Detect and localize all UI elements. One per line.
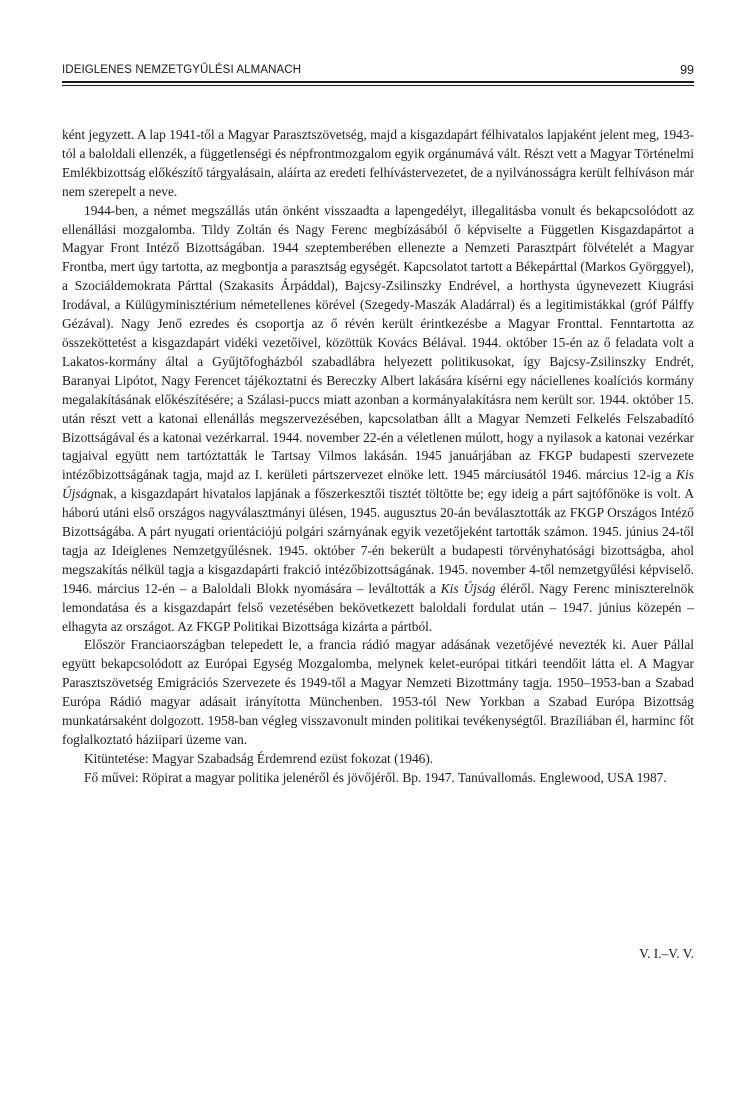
newspaper-title-italic: Kis Újság [62,467,694,502]
paragraph-resistance [62,202,694,637]
header-rule-thin [62,85,694,86]
paragraph-works: Fő művei: Röpirat a magyar politika jelenéről és jövőjéről. Bp. 1947. Tanúvallomás. Englewood, USA 1987. [84,769,667,785]
paragraph-emigration: Először Franciaországban telepedett le, a francia rádió magyar adásának vezetőjévé nevezték ki. Auer Pállal együtt bekapcsolódott az Európai Egység Mozgalomba, melynek kelet-európai titkári teendőit látta el. A Magyar Parasztszövetség Emigrációs Szervezete és 1949-től a Magyar Nemzeti Bizottmány tagja. 1950–1953-ban a Szabad Európa Rádió magyar adásait irányította Münchenben. 1953-tól New Yorkban a Szabad Európa Bizottság munkatársaként dolgozott. 1958-ban végleg visszavonult minden politikai tevékenységtől. Brazíliában él, harminc főt foglalkoztató háziipari üzeme van. [62,637,694,747]
page-number: 99 [680,63,694,77]
running-title: IDEIGLENES NEMZETGYŰLÉSI ALMANACH [62,64,302,76]
body-text [62,126,694,788]
page-header [62,64,694,82]
paragraph-text: nak, a kisgazdapárt hivatalos lapjának a főszerkesztői tisztét töltötte be; egy ideig a párt sajtófőnöke is volt. A háború utáni első országos nagyválasztmányi ülésen, 1945. augusztus 20-án beválasztották az FKGP Országos Intéző Bizottságába. A párt nyugati orientációjú polgári szárnyának egyik vezetőjeként tartották számon. 1945. június 24-től tagja az Ideiglenes Nemzetgyűlésnek. 1945. október 7-én bekerült a budapesti törvényhatósági bizottságba, ahol megszakítás nélkül tagja a kisgazdapárti frakció intézőbizottságának. 1945. november 4-től nemzetgyűlési képviselő. 1946. március 12-én – a Baloldali Blokk nyomására – leváltották a [62,486,694,596]
author-initials: V. I.–V. V. [639,946,694,961]
paragraph-text: 1944-ben, a német megszállás után önként visszaadta a lapengedélyt, illegalitásba vonult és bekapcsolódott az ellenállási mozgalomba. Tildy Zoltán és Nagy Ferenc megbízásából ő képviselte a Független Kisgazdapártot a Magyar Front Intéző Bizottságában. 1944 szeptemberében ellenezte a Nemzeti Parasztpárt fölvételét a Magyar Frontba, mert úgy tartotta, az megbontja a parasztság egységét. Kapcsolatot tartott a Békepárttal (Markos Györggyel), a Szociáldemokrata Párttal (Szakasits Árpáddal), Bajcsy-Zsilinszky Endrével, a horthysta úgynevezett Kiugrási Irodával, a Külügyminisztérium németellenes körével (Szegedy-Maszák Aladárral) és a legitimistákkal (gróf Pálffy Gézával). Nagy Jenő ezredes és csoportja az ő révén került érintkezésbe a Magyar Fronttal. Fenntartotta az összeköttetést a kisgazdapárt vidéki vezetőivel, közöttük Kovács Bélával. 1944. október 15-én az ő feladata volt a Lakatos-kormány által a Gyűjtőfogházból szabadlábra helyezett politikusokat, így Bajcsy-Zsilinszky Endrét, Baranyai Lipótot, Nagy Ferencet tájékoztatni és Bereczky Albert lakására kísérni egy náciellenes koalíciós kormány megalakításának előkészítésére; a Szálasi-puccs miatt azonban a kormányalakításra nem került sor. 1944. október 15. után részt vett a katonai ellenállás megszervezésében, kapcsolatban állt a Magyar Nemzeti Felkelés Felszabadító Bizottságával és a katonai vezérkarral. 1944. november 22-én a véletlenen múlott, hogy a nyilasok a katonai vezérkar tagjaival együtt nem tartóztatták le Tartsay Vilmos lakásán. 1945 januárjában az FKGP budapesti szervezete intézőbizottságának tagja, majd az I. kerületi pártszervezet elnöke lett. 1945 márciusától 1946. március 12-ig a [62,202,694,483]
header-rule-thick [62,81,694,83]
paragraph-text: éléről. Nagy Ferenc miniszterelnök lemondatása és a kisgazdapárt felső vezetésében bekövetkezett baloldali fordulat után – 1947. június közepén – elhagyta az országot. Az FKGP Politikai Bizottsága kizárta a pártból. [62,580,694,634]
newspaper-title-italic: Kis Újság [440,580,496,596]
paragraph-continued: ként jegyzett. A lap 1941-től a Magyar Parasztszövetség, majd a kisgazdapárt félhivatalos lapjaként jelent meg, 1943-tól a baloldali ellenzék, a függetlenségi és népfrontmozgalom egyik orgánumává vált. Részt vett a Magyar Történelmi Emlékbizottság előkészítő tárgyalásain, aláírta az eredeti felhívástervezetet, de a nyilvánosságra került felhíváson már nem szerepelt a neve. [62,127,695,199]
paragraph-decoration: Kitüntetése: Magyar Szabadság Érdemrend ezüst fokozat (1946). [84,750,434,766]
